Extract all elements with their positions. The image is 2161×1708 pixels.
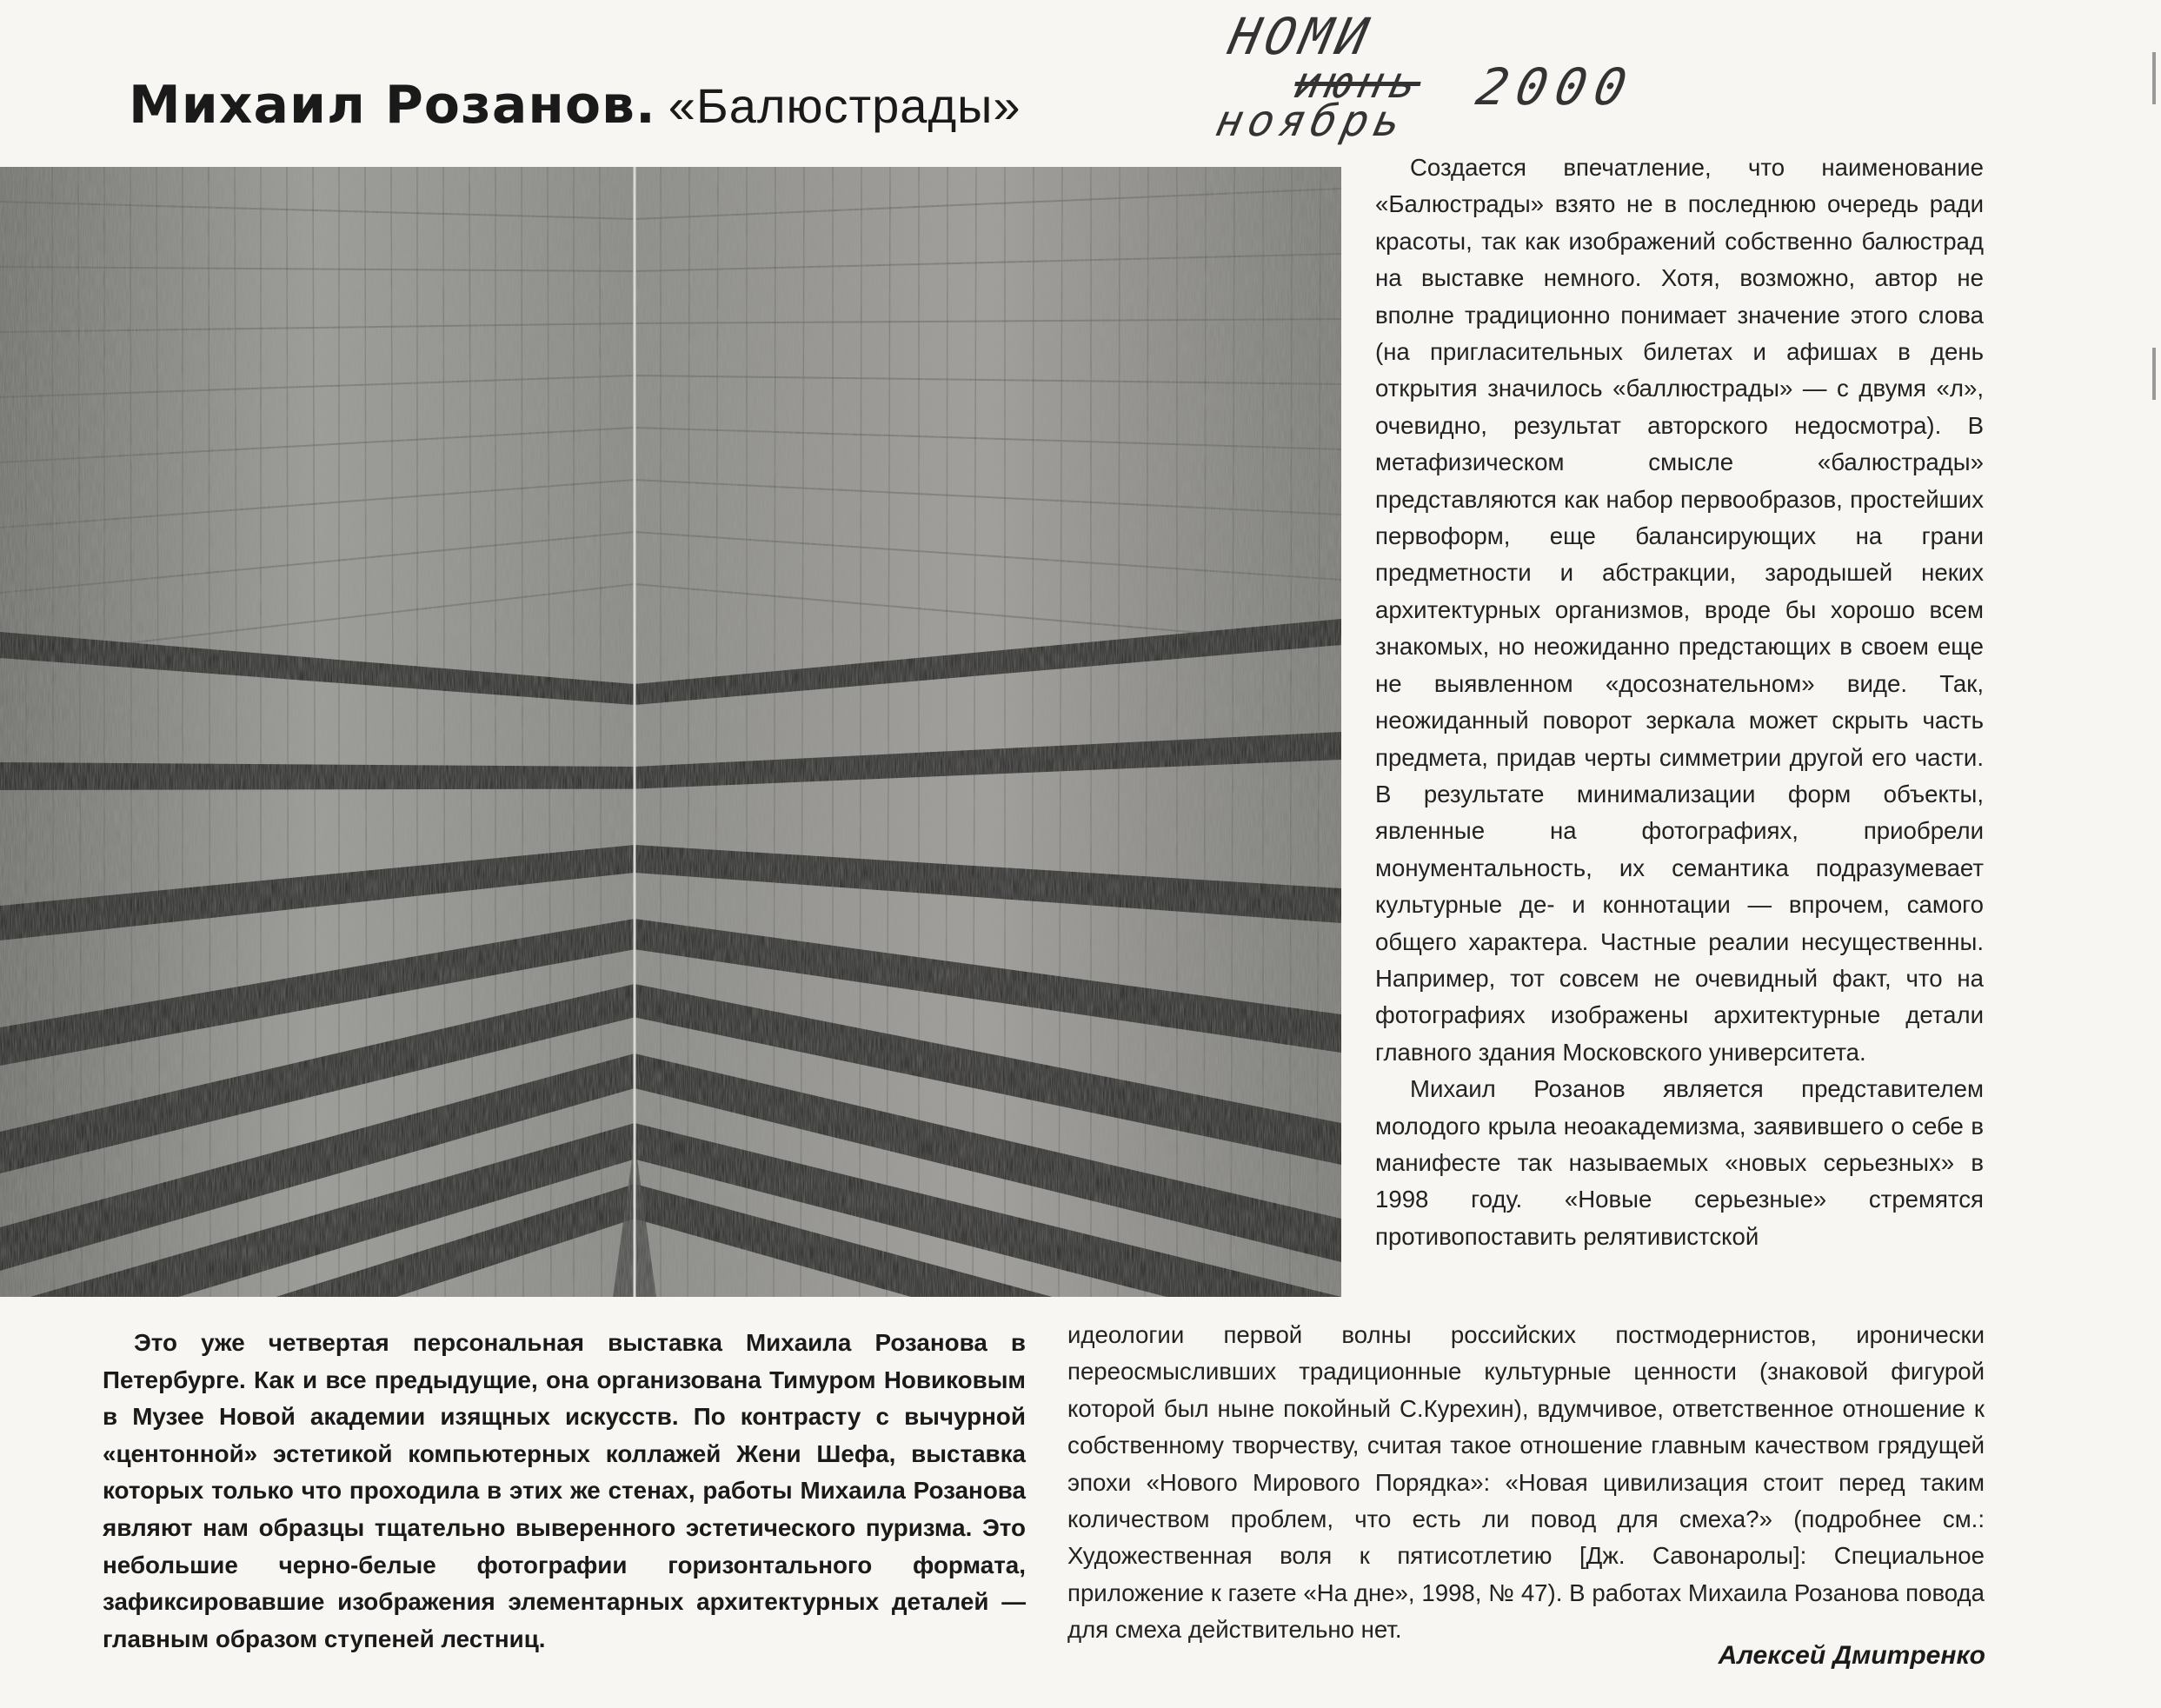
handwritten-year: 2000 xyxy=(1471,57,1640,116)
handwritten-month: ноябрь xyxy=(1211,96,1411,146)
scan-edge-mark xyxy=(2152,52,2156,104)
article-paragraph-2: Михаил Розанов является представителем молодого крыла неоакадемизма, заявившего о себе в манифесте так называемых «новых серьезных» в 1998 году. «Новые серьезные» стремятся противопоставить релятивистской xyxy=(1375,1075,1984,1250)
photo-grain-overlay xyxy=(0,167,1341,1297)
article-title xyxy=(129,75,1021,136)
article-paragraph-1: Создается впечатление, что наименование «Балюстрады» взято не в последнюю очередь ради красоты, так как изображений собственно балюстрад на выставке немного. Хотя, возможно, автор не вполне традиционно понимает значение этого слова (на пригласительных билетах и афишах в день открытия значилось «баллюстрады» — с двумя «л», очевидно, результат авторского недосмотра). В метафизическом смысле «балюстрады» представляются как набор первообразов, простейших первоформ, еще балансирующих на грани предметности и абстракции, зародышей неких архитектурных организмов, вроде бы хорошо всем знакомых, но неожиданно предстающих в своем еще не выявленном «досознательном» виде. Так, неожиданный поворот зеркала может скрыть часть предмета, придав черты симметрии другой его части. В результате минимализации форм объекты, явленные на фотографиях, приобрели монументальность, их семантика подразумевает культурные де- и коннотации — впрочем, самого общего характера. Частные реалии несущественны. Например, тот совсем не очевидный факт, что на фотографиях изображены архитектурные детали главного здания Московского университета. xyxy=(1375,154,1984,1066)
article-lead xyxy=(103,1325,1026,1658)
staircase-photo-image xyxy=(0,167,1341,1297)
title-exhibition-name: «Балюстрады» xyxy=(668,78,1021,133)
continuation-paragraph: идеологии первой волны российских постмодернистов, иронически переосмысливших традиционные культурные ценности (знаковой фигурой которой был ныне покойный С.Курехин), вдумчивое, ответственное отношение к собственному творчеству, считая такое отношение главным качеством грядущей эпохи «Нового Мирового Порядка»: «Новая цивилизация стоит перед таким количеством проблем, что есть ли повод для смеха?» (подробнее см.: Художественная воля к пятисотлетию [Дж. Савонаролы]: Специальное приложение к газете «На дне», 1998, № 47). В работах Михаила Розанова повода для смеха действительно нет. xyxy=(1067,1321,1985,1644)
title-artist-name: Михаил Розанов. xyxy=(129,75,656,136)
handwritten-struck-month: июнь xyxy=(1289,57,1426,108)
scan-edge-mark xyxy=(2152,348,2156,400)
article-right-column xyxy=(1375,150,1984,1255)
lead-paragraph: Это уже четвертая персональная выставка Михаила Розанова в Петербурге. Как и все предыдущие, она организована Тимуром Новиковым в Музее Новой академии изящных искусств. По контрасту с вычурной «центонной» эстетикой компьютерных коллажей Жени Шефа, выставка которых только что проходила в этих же стенах, работы Михаила Розанова являют нам образцы тщательно выверенного эстетического пуризма. Это небольшие черно-белые фотографии горизонтального формата, зафиксировавшие изображения элементарных архитектурных деталей — главным образом ступеней лестниц. xyxy=(103,1329,1026,1652)
article-continuation xyxy=(1067,1317,1985,1649)
handwritten-source: НОМИ xyxy=(1223,7,1379,66)
exhibition-photo xyxy=(0,167,1341,1297)
article-author: Алексей Дмитренко xyxy=(1718,1641,1985,1670)
